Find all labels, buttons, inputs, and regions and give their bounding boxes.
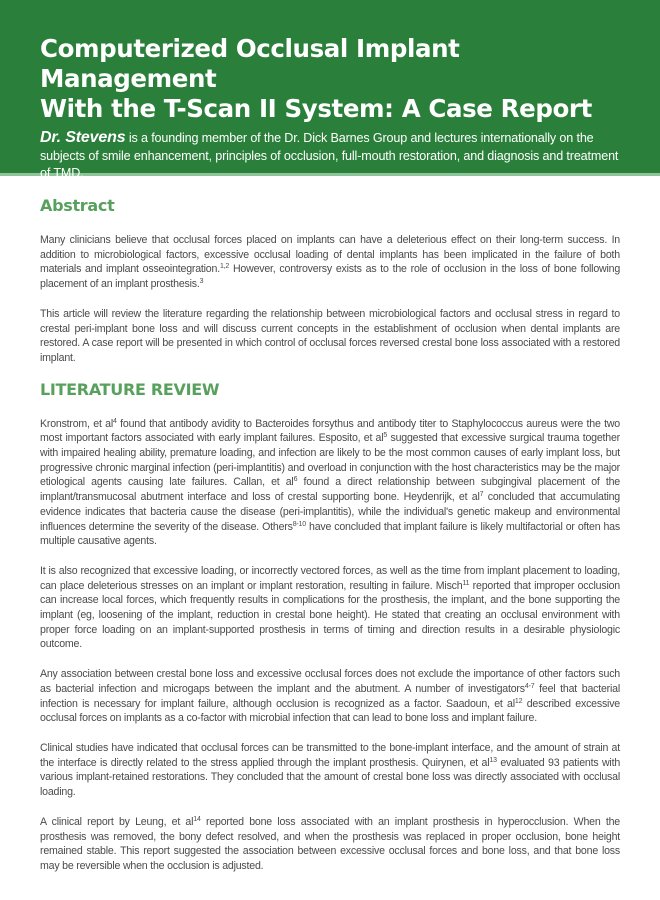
article-title	[40, 34, 620, 124]
literature-paragraph: Any association between crestal bone loss and excessive occlusal forces does not exclude the importance of other factors such as bacterial infection and microgaps between the implant and the abutment. A number of investigators$^{4-7}$ feel that bacterial infection is necessary for implant failure, although occlusion is recognized as a factor. Saadoun, et $al^{12}$ described excessive occlusal forces on implants as a co-factor with microbial infection that can lead to bone loss and implant failure.	[40, 668, 620, 725]
article-body	[0, 196, 660, 874]
author-bio	[40, 129, 620, 183]
literature-review-heading: LITERATURE REVIEW	[40, 379, 220, 399]
literature-paragraph: Clinical studies have indicated that occlusal forces can be transmitted to the bone-implant interface, and the amount of strain at the interface is directly related to the stress applied through the implant prosthesis. Quirynen, et $al^{13}$ evaluated 93 patients with various implant-retained restorations. They concluded that the amount of crestal bone loss was directly associated with occlusal loading.	[40, 741, 621, 799]
literature-paragraph: Kronstrom, et $al^4$ found that antibody avidity to Bacteroides forsythus and antibody titer to Staphylococcus aureus were the two most important factors associated with early implant failures. Esposito, et $al^5$ suggested that excessive surgical trauma together with impaired healing ability, premature loading, and infection are likely to be the most common causes of early implant loss, but progressive chronic marginal infection (peri-implantitis) and overload in conjunction with the host characteristics may be the major etiological agents causing late failures. Callan, et $al^6$ found a direct relationship between subgingival placement of the implant/transmucosal abutment interface and loss of crestal supporting bone. Heydenrijk, et $al^7$ concluded that accumulating evidence indicates that bacteria cause the disease (peri-implantitis), while the individual's genetic makeup and environmental influences determine the severity of the disease. Others$^{8-10}$ have concluded that implant failure is likely multifactorial or often has multiple causative agents.	[40, 417, 621, 548]
abstract-heading: Abstract	[40, 196, 115, 215]
literature-paragraph: A clinical report by Leung, et $al^{14}$ reported bone loss associated with an implant prosthesis in hyperocclusion. When the prosthesis was removed, the bony defect resolved, and when the prosthesis was replaced in proper occlusion, bone height remained stable. This report suggested the association between excessive occlusal forces and bone loss, and that bone loss may be reversible when the occlusion is adjusted.	[40, 815, 620, 872]
title-line-2: With the T-Scan II System: A Case Report	[40, 94, 592, 123]
author-name: Dr. Stevens	[40, 129, 126, 146]
abstract-paragraph: Many clinicians believe that occlusal forces placed on implants can have a deleterious effect on their long-term success. In addition to microbiological factors, excessive occlusal loading of dental implants has been implicated in the failure of both materials and implant osseointegration.$^{1,2}$ However, controversy exists as to the role of occlusion in the loss of bone following placement of an implant prosthesis.$^3$	[40, 234, 621, 291]
abstract-paragraph: This article will review the literature regarding the relationship between microbiological factors and occlusal stress in regard to crestal peri-implant bone loss and will discuss current concepts in the establishment of occlusion when dental implants are restored. A case report will be presented in which control of occlusal forces reversed crestal bone loss associated with a restored implant.	[40, 307, 620, 364]
literature-paragraph: It is also recognized that excessive loading, or incorrectly vectored forces, as well as the time from implant placement to loading, can place deleterious stresses on an implant or implant restoration, resulting in failure. Misch$^{11}$ reported that improper occlusion can increase local forces, which frequently results in complications for the prosthesis, the implant, and the bone supporting the implant (eg, loosening of the implant, reduction in crestal bone height). He stated that creating an occlusal environment with proper force loading on an implant-supported prosthesis in terms of timing and direction results in a desirable physiologic outcome.	[40, 564, 620, 651]
title-line-1: Computerized Occlusal Implant Management	[40, 34, 460, 93]
article-header	[0, 0, 660, 180]
author-bio-text: is a founding member of the Dr. Dick Barnes Group and lectures internationally on the subjects of smile enhancement, principles of occlusion, full-mouth restoration, and diagnosis and treatment of TMD.	[40, 131, 619, 180]
